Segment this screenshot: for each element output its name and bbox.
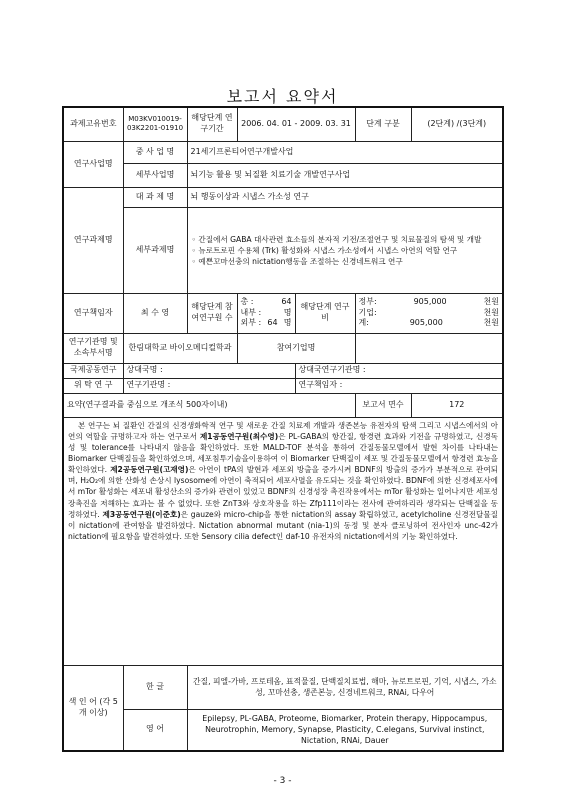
pi-name: 최 수 영 <box>123 293 187 333</box>
detail-program-value: 뇌기능 활용 및 뇌질환 치료기술 개발연구사업 <box>187 163 503 187</box>
researchers-counts: 총 : 64 내부 : 명 외부 : 64 명 <box>237 293 295 333</box>
stage-label: 단계 구분 <box>355 107 411 141</box>
intl-org: 상대국연구기관명 : <box>295 363 503 378</box>
program-label: 연구사업명 <box>63 141 123 187</box>
summary-text: 제3공동연구원(이준호) <box>102 509 181 519</box>
summary-text: 제2공동연구원(고재영) <box>110 465 189 475</box>
keyword-eng-label: 영 어 <box>123 709 187 751</box>
pages-label: 보고서 면수 <box>355 393 411 417</box>
keyword-label: 색 인 어 (각 5개 이상) <box>63 665 123 751</box>
consign-label: 위 탁 연 구 <box>63 378 123 393</box>
stage-value: (2단계) /(3단계) <box>411 107 503 141</box>
sub-project-list <box>187 207 503 293</box>
project-label: 연구과제명 <box>63 187 123 293</box>
consign-org: 연구기관명 : <box>123 378 295 393</box>
org-label: 연구기관명 및 소속부서명 <box>63 333 123 363</box>
sub-project-item: ◦ 뉴로트로핀 수용체 (Trk) 활성화와 시냅스 가소성에서 시냅스 아연의 역할 연구 <box>191 245 458 255</box>
task-no-value: M03KV010019-03K2201-01910 <box>123 107 187 141</box>
summary-text: 은 PL-GABA의 항간질, 항경련 효과와 기전을 규명하였고, 신경독성 및 tolerance를 나타내지 않음을 확인하였다. 또한 MALD-TOF 분석을 통하여 간질동물모델에서 발현 차이를 나타내는 Biomarker 단백질들을 확인하였으며, 세포침투기술을이용하여 이 Biomarker 단백질이 세포 및 간질동물모델에서 항경련 효능을 확인하였다. <box>68 431 499 475</box>
summary-text: 제1공동연구원(최수영) <box>199 431 279 441</box>
pi-label: 연구책임자 <box>63 293 123 333</box>
middle-program-label: 중 사 업 명 <box>123 141 187 163</box>
summary-label: 요약(연구결과를 중심으로 개조식 500자이내) <box>63 393 355 417</box>
summary-text: 본 연구는 뇌 질환인 간질의 신경생화학적 연구 및 새로운 간질 치료제 개발과 생존본능 유전자의 탐색 그리고 시냅스에서의 아연의 역할을 규명하고자 하는 연구로서 <box>68 420 499 441</box>
task-no-label: 과제고유번호 <box>63 107 123 141</box>
summary-text: 은 아연이 tPA의 발현과 세포외 방출을 증가시켜 BDNF의 방출의 증가가 부분적으로 관여되며, H₂O₂에 의한 산화성 손상시 lysosome에 아연이 축적되어 세포사멸을 유도되는 것을 확인하였다. BDNF에 의한 신경세포사에서 mTor 활성화는 세포내 활성산소의 증가와 관련이 있었고 BDNF의 신경성장 촉진작용에서는 mTor 활성화는 일어나지만 세포성장촉진을 저해하는 효과는 볼 수 없었다. 또한 ZnT3와 상호작용을 하는 Zfp111이라는 전사에 관여하리라 생각되는 단백질을 동정하였다. <box>68 465 499 519</box>
keyword-kor-label: 한 글 <box>123 665 187 709</box>
org-value: 한림대학교 바이오메디컬학과 <box>123 333 237 363</box>
company-label: 참여기업명 <box>237 333 355 363</box>
keyword-eng-value: Epilepsy, PL-GABA, Proteome, Biomarker, Protein therapy, Hippocampus, Neurotrophin, Memory, Synapse, Plasticity, C.elegans, Survival instinct, Nictation, RNAi, Dauer <box>187 709 503 751</box>
researchers-label: 해당단계 참여연구원 수 <box>187 293 237 333</box>
detail-program-label: 세부사업명 <box>123 163 187 187</box>
company-value <box>355 333 503 363</box>
page-number: - 3 - <box>273 776 292 786</box>
funds-label: 해당단계 연구비 <box>295 293 355 333</box>
summary-text: 은 gauze와 micro-chip을 통한 nictation의 assay 확립하였고, acetylcholine 신경전달물질이 nictation에 관여함을 발견하였다. Nictation abnormal mutant (nia-1)의 동정 및 분자 클로닝하여 전사인자 unc-42가 nictation에 필요함을 발견하였다. 또한 Sensory cilia defect인 daf-10 유전자의 nictation에서의 기능 확인하였다. <box>68 509 499 542</box>
big-project-label: 대 과 제 명 <box>123 187 187 207</box>
intl-country: 상대국명 : <box>123 363 295 378</box>
funds-values: 정부: 905,000 천원 기업: 천원 계: 905,000 천원 <box>355 293 503 333</box>
sub-project-label: 세부과제명 <box>123 207 187 293</box>
period-label: 해당단계 연구기간 <box>187 107 237 141</box>
consign-pi: 연구책임자 : <box>295 378 503 393</box>
period-value: 2006. 04. 01 - 2009. 03. 31 <box>237 107 355 141</box>
page-title: 보고서 요약서 <box>226 87 339 106</box>
intl-label: 국제공동연구 <box>63 363 123 378</box>
middle-program-value: 21세기프론티어연구개발사업 <box>187 141 503 163</box>
keyword-kor-value: 간질, 피엘-가바, 프로테옴, 표적물질, 단백질치료법, 해마, 뉴로트로핀, 기억, 시냅스, 가소성, 꼬마선충, 생존본능, 신경네트워크, RNAi, 다우어 <box>187 665 503 709</box>
pages-value: 172 <box>411 393 503 417</box>
sub-project-item: ◦ 예쁜꼬마선충의 nictation행동을 조절하는 신경네트워크 연구 <box>191 256 403 266</box>
report-summary-table <box>62 106 504 752</box>
sub-project-item: ◦ 간질에서 GABA 대사관련 효소들의 분자적 기전/조절연구 및 치료물질의 탐색 및 개발 <box>191 234 482 244</box>
big-project-value: 뇌 행동이상과 시냅스 가소성 연구 <box>187 187 503 207</box>
summary-body <box>63 417 503 665</box>
